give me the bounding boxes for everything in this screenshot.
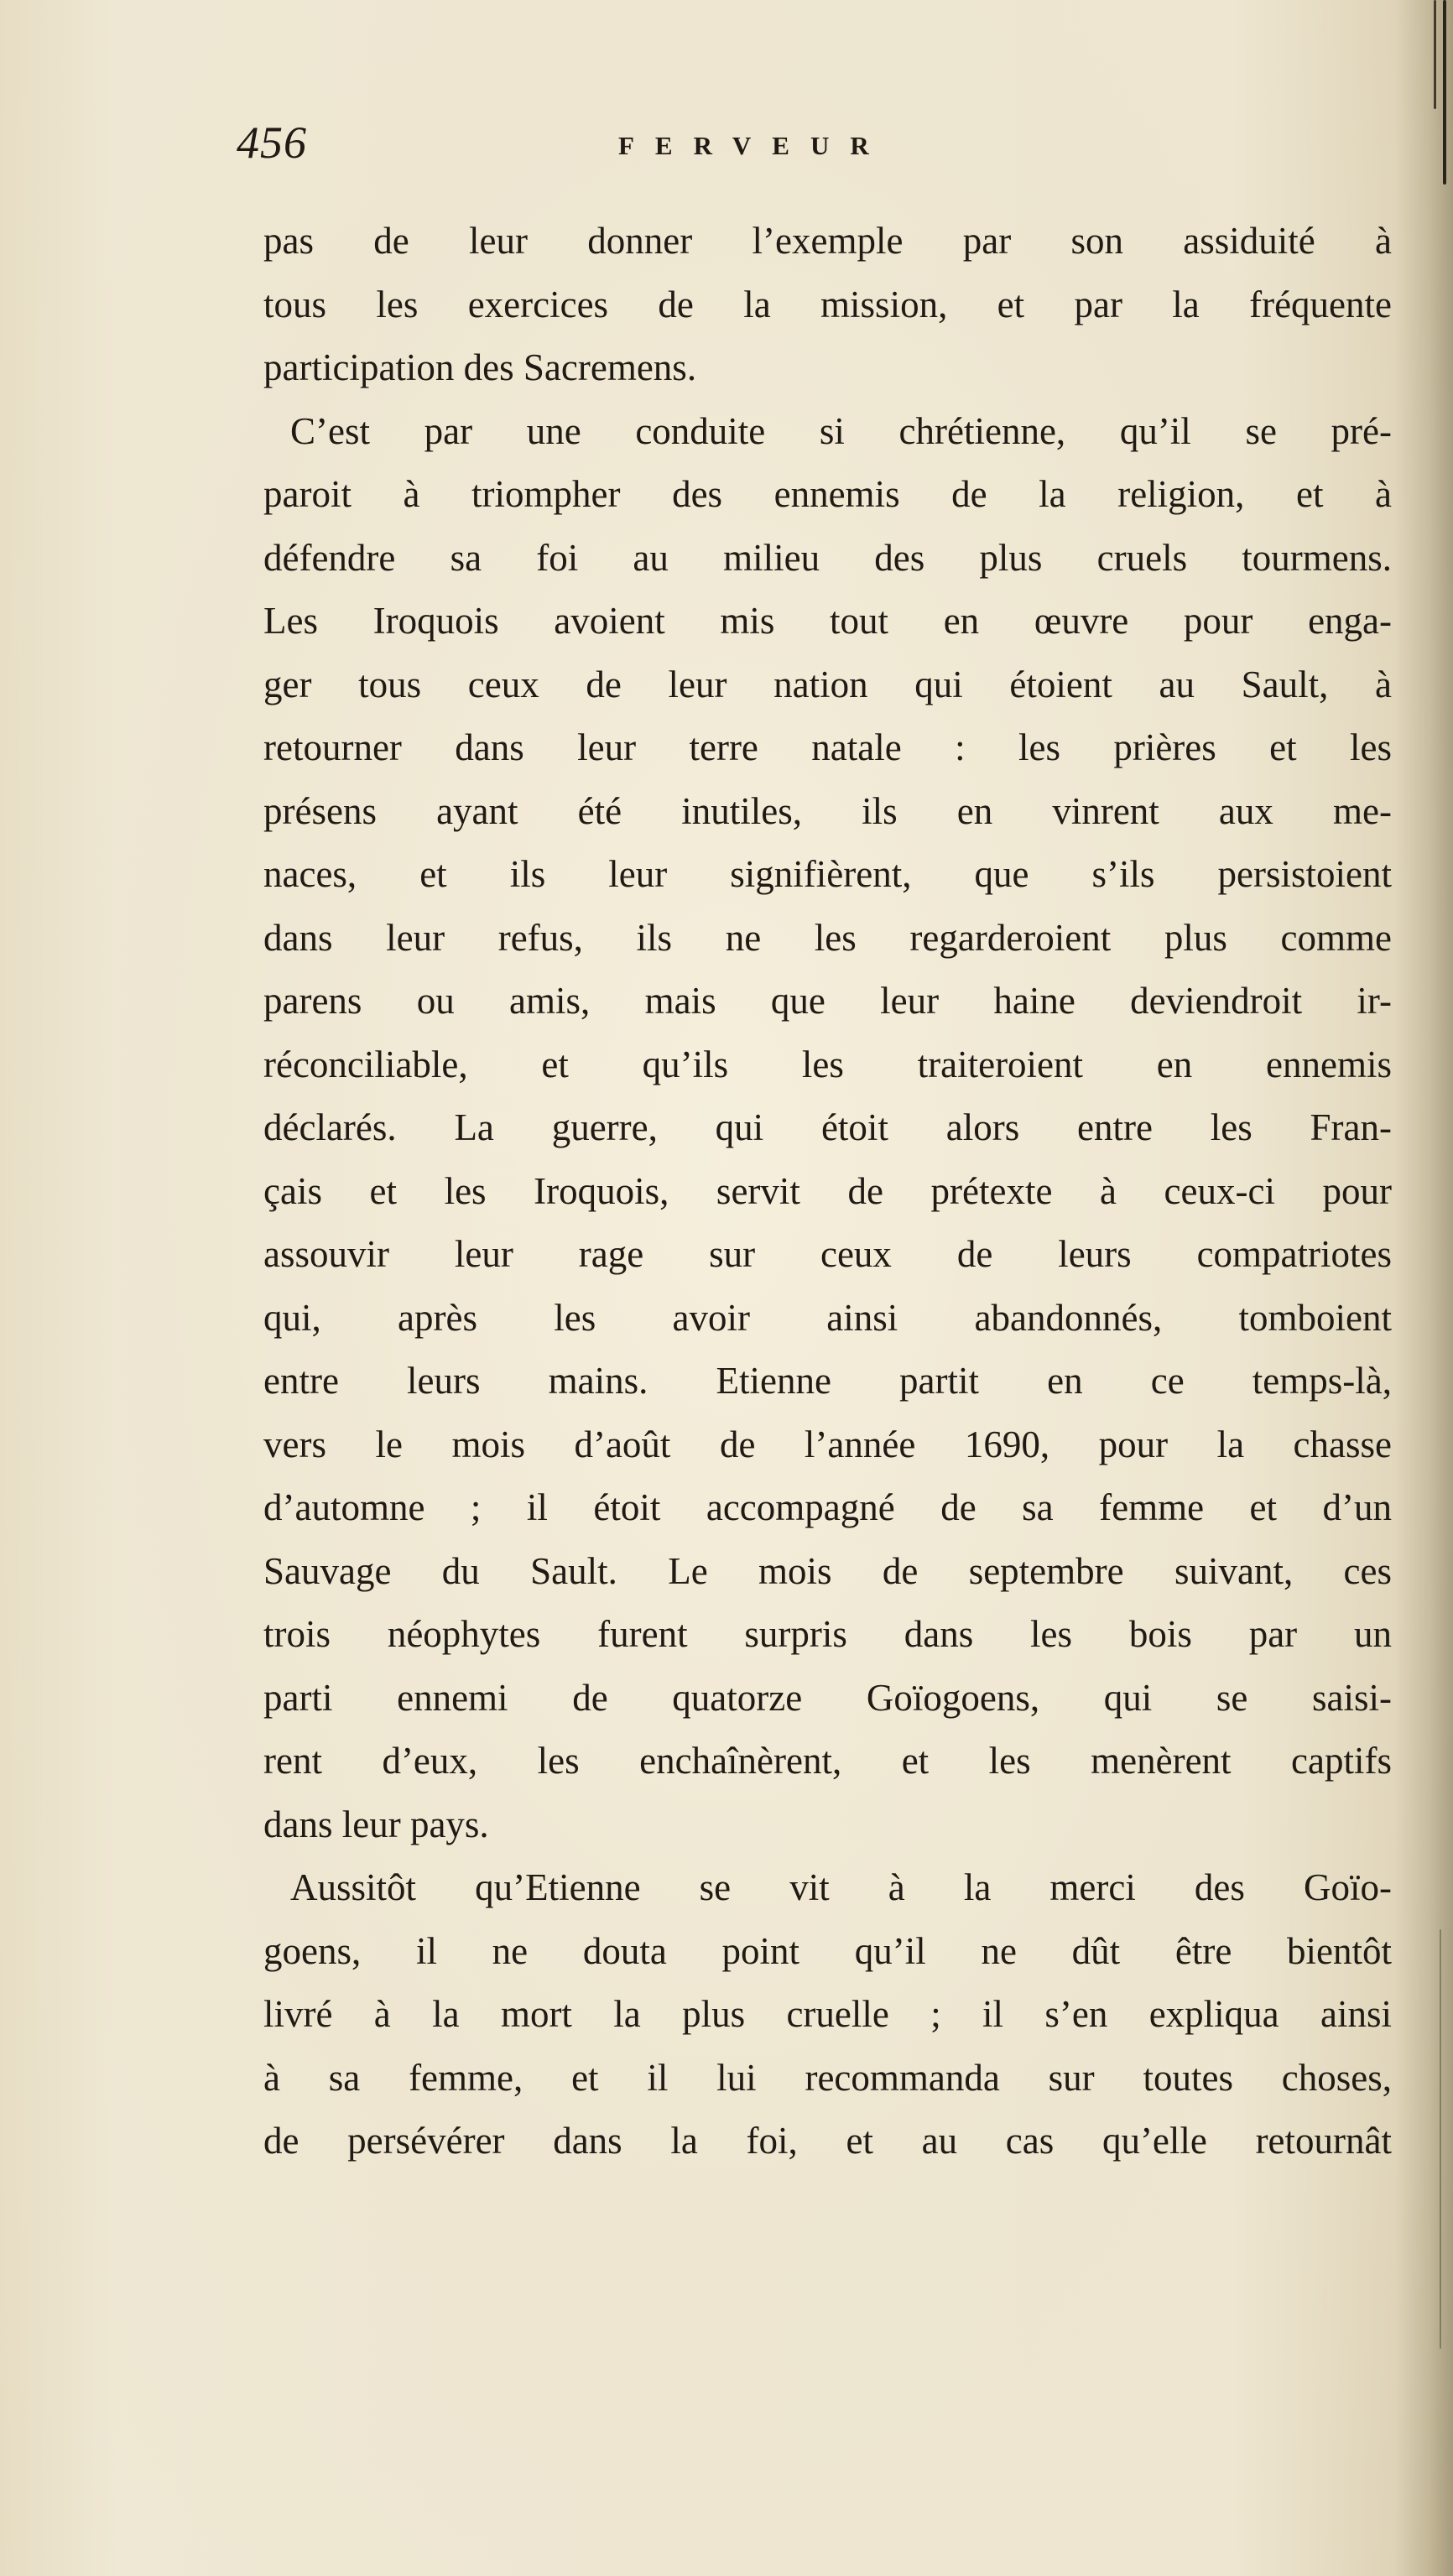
- text-line: parens ou amis, mais que leur haine deviendroit ir-: [263, 980, 1392, 1022]
- text-line: de persévérer dans la foi, et au cas qu’elle retournât: [263, 2120, 1392, 2162]
- text-line: Les Iroquois avoient mis tout en œuvre pour enga-: [263, 600, 1392, 642]
- body-text: [263, 210, 1392, 2173]
- text-line: dans leur refus, ils ne les regarderoient plus comme: [263, 916, 1392, 959]
- text-line: çais et les Iroquois, servit de prétexte à ceux-ci pour: [263, 1169, 1392, 1212]
- text-line: livré à la mort la plus cruelle ; il s’en expliqua ainsi: [263, 1993, 1392, 2035]
- running-head: FERVEUR: [618, 131, 890, 160]
- text-line: paroit à triompher des ennemis de la religion, et à: [263, 473, 1392, 515]
- text-line: présens ayant été inutiles, ils en vinrent aux me-: [263, 789, 1392, 832]
- page-header: [237, 117, 1394, 176]
- text-line: à sa femme, et il lui recommanda sur toutes choses,: [263, 2056, 1392, 2099]
- text-line: tous les exercices de la mission, et par la fréquente: [263, 283, 1392, 325]
- text-line: Sauvage du Sault. Le mois de septembre suivant, ces: [263, 1549, 1392, 1592]
- text-line: trois néophytes furent surpris dans les bois par un: [263, 1613, 1392, 1655]
- binding-edge-line: [1434, 0, 1436, 109]
- text-line: retourner dans leur terre natale : les prières et les: [263, 726, 1392, 768]
- text-line: assouvir leur rage sur ceux de leurs compatriotes: [263, 1233, 1392, 1275]
- text-line: naces, et ils leur signifièrent, que s’ils persistoient: [263, 853, 1392, 895]
- text-line: rent d’eux, les enchaînèrent, et les menèrent captifs: [263, 1740, 1392, 1782]
- text-line: qui, après les avoir ainsi abandonnés, tomboient: [263, 1296, 1392, 1339]
- text-line: réconciliable, et qu’ils les traiteroient en ennemis: [263, 1043, 1392, 1085]
- text-line: pas de leur donner l’exemple par son assiduité à: [263, 220, 1392, 262]
- text-line: déclarés. La guerre, qui étoit alors entre les Fran-: [263, 1106, 1392, 1148]
- text-line: Aussitôt qu’Etienne se vit à la merci des Goïo-: [290, 1866, 1392, 1908]
- page-edge-shadow: [1394, 0, 1453, 2576]
- binding-edge-line: [1443, 0, 1446, 185]
- text-line: vers le mois d’août de l’année 1690, pour la chasse: [263, 1423, 1392, 1465]
- text-line: C’est par une conduite si chrétienne, qu’il se pré-: [290, 409, 1392, 452]
- text-line: d’automne ; il étoit accompagné de sa femme et d’un: [263, 1486, 1392, 1528]
- text-line: goens, il ne douta point qu’il ne dût être bientôt: [263, 1929, 1392, 1972]
- text-line: ger tous ceux de leur nation qui étoient au Sault, à: [263, 663, 1392, 705]
- page-number: 456: [237, 117, 307, 168]
- text-line: participation des Sacremens.: [263, 346, 697, 388]
- text-line: dans leur pays.: [263, 1803, 489, 1845]
- text-line: défendre sa foi au milieu des plus cruels tourmens.: [263, 536, 1392, 579]
- text-line: parti ennemi de quatorze Goïogoens, qui se saisi-: [263, 1676, 1392, 1719]
- binding-edge-line: [1440, 1929, 1441, 2349]
- text-line: entre leurs mains. Etienne partit en ce temps-là,: [263, 1360, 1392, 1402]
